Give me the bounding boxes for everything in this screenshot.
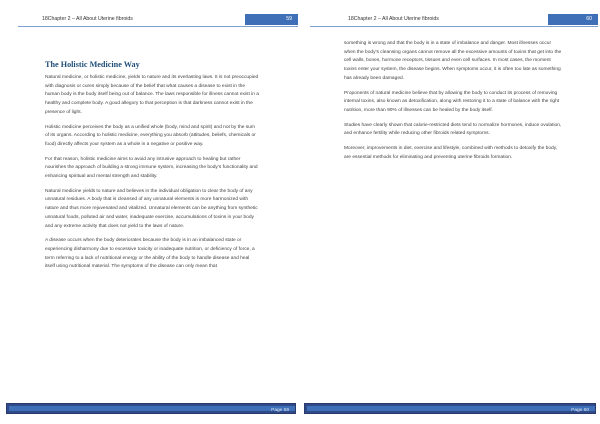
- paragraph: Holistic medicine perceives the body as a unified whole (body, mind and spirit) and not by the sum of its organs. According to holistic medicine, everything you absorb (attitudes, beliefs, chemicals or food) directly affects your system as a whole in a negative or positive way.: [45, 124, 256, 147]
- footer-page-number: Page 59: [271, 408, 289, 413]
- paragraph: Natural medicine yields to nature and believes in the individual obligation to clear the body of any unnatural residues. A body that is cleansed of any unnatural elements is more harmonized with nature and thus more rejuvenated and vitalized. Unnatural elements can be anything from synthetic unnatural foods, polluted air and water, inadequate exercise, accumulations of toxins in your body and any extreme activity that does not yield to the laws of nature.: [45, 188, 258, 229]
- header-page-number-badge: [245, 14, 298, 25]
- footer-page-number: Page 60: [571, 408, 589, 413]
- page-footer-bar: [6, 403, 296, 414]
- section-title: The Holistic Medicine Way: [45, 60, 140, 69]
- header-divider: [310, 26, 598, 27]
- paragraph: something is wrong and that the body is in a state of imbalance and danger. Most illnesses occur when the body’s cleansing organs cannot remove all the excessive amounts of toxins that get into the cell walls, bones, hormone receptors, tissues and even cell surfaces. In most cases, the moment toxins enter your system, the disease begins. When symptoms occur, it is often too late as something has already been damaged.: [344, 41, 562, 81]
- footer-fill: [9, 406, 295, 411]
- header-page-number: 60: [586, 16, 592, 22]
- header-page-number: 59: [286, 16, 292, 22]
- page-header-chapter: 18Chapter 2 – All About Uterine fibroids: [42, 16, 133, 22]
- paragraph: Studies have clearly shown that calorie-restricted diets tend to normalize hormones, induce ovulation, and enhance fertility while reducing other fibroids related symptoms.: [344, 122, 562, 137]
- right-body: [344, 40, 562, 168]
- paragraph: A disease occurs when the body deteriorates because the body is in an imbalanced state or experiencing disharmony due to excessive toxicity or inadequate nutrition, or deficiency of force, a term referring to a lack of nutritional energy or the ability of the body to handle disease and heal itself using nutritional material. The symptoms of the disease can only mean that: [45, 238, 255, 270]
- left-body: [45, 74, 260, 278]
- page-header-chapter: 18Chapter 2 – All About Uterine fibroids: [348, 16, 439, 22]
- paragraph: Moreover, improvements in diet, exercise and lifestyle, combined with methods to detoxify the body, are essential methods for eliminating and preventing uterine fibroids formation.: [344, 146, 558, 160]
- paragraph: For that reason, holistic medicine aims to avoid any intrusive approach to healing but rather nourishes the approach of building a strong immune system, increasing the body’s functionality and enhancing spiritual and mental strength and stability.: [45, 156, 258, 180]
- header-divider: [18, 26, 298, 27]
- paragraph: Natural medicine, or holistic medicine, yields to nature and its everlasting laws. It is not preoccupied with diagnosis or cures simply because of the belief that what causes a disease to exist in the human body is the body itself being out of balance. The laws responsible for illness cannot exist in a healthy and complete body. A good allegory to that perception is that darkness cannot exist in the presence of light.: [45, 75, 259, 115]
- header-page-number-badge: [548, 14, 598, 25]
- footer-fill: [307, 406, 595, 411]
- paragraph: Proponents of natural medicine believe that by allowing the body to conduct its process of removing internal toxins, also known as detoxification, along with restoring it to a state of balance with the right nutrition, more than 90% of illnesses can be healed by the body itself.: [344, 90, 560, 113]
- page-footer-bar: [304, 403, 596, 414]
- right-page: [300, 0, 600, 424]
